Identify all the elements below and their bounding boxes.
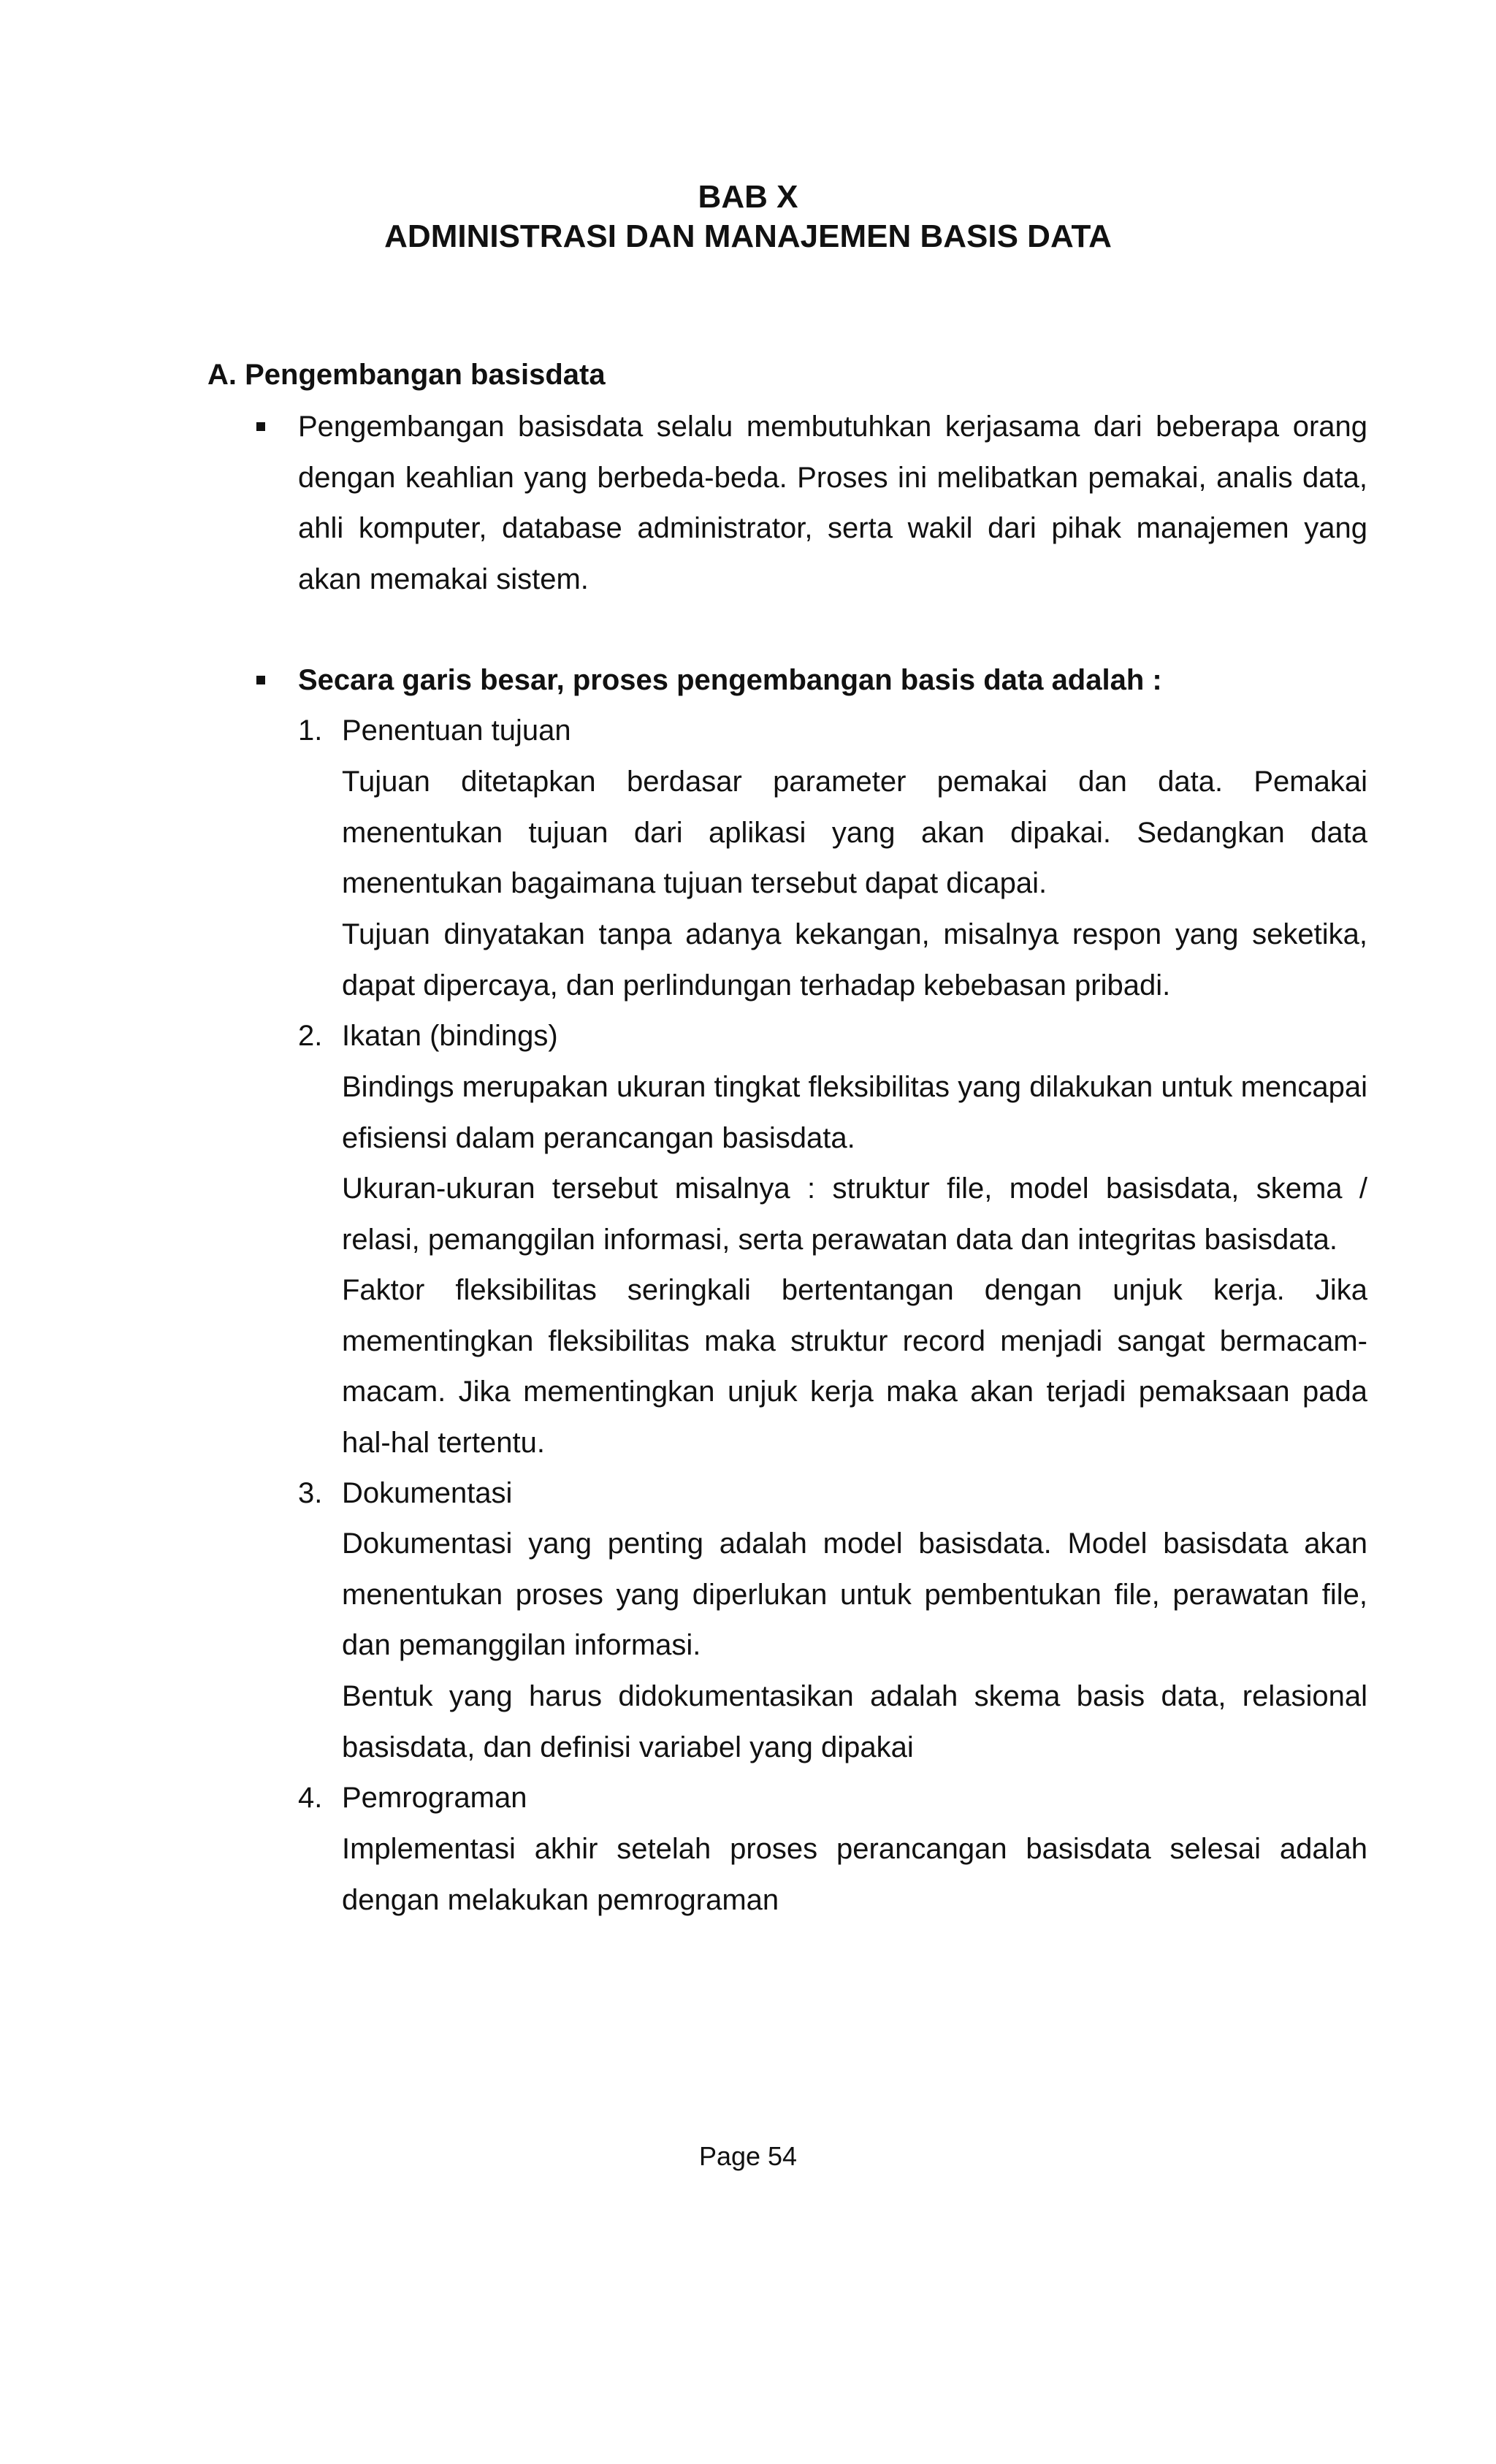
bullet-icon xyxy=(256,422,265,431)
list-item-paragraph: Faktor fleksibilitas seringkali bertentangan dengan unjuk kerja. Jika mementingkan fleksibilitas maka struktur record menjadi sangat bermacam-macam. Jika mementingkan unjuk kerja maka akan terjadi pemaksaan pada hal-hal tertentu. xyxy=(342,1274,1367,1459)
list-item-paragraph: Bindings merupakan ukuran tingkat fleksibilitas yang dilakukan untuk mencapai efisiensi dalam perancangan basisdata. xyxy=(342,1071,1367,1154)
list-item-title: Penentuan tujuan xyxy=(342,714,571,747)
list-item-paragraph: Tujuan dinyatakan tanpa adanya kekangan, misalnya respon yang seketika, dapat dipercaya, dan perlindungan terhadap kebebasan pribadi. xyxy=(342,918,1367,1002)
section-heading: A. Pengembangan basisdata xyxy=(207,359,606,391)
page-number: Page 54 xyxy=(698,2141,798,2171)
chapter-title: ADMINISTRASI DAN MANAJEMEN BASIS DATA xyxy=(384,218,1112,254)
list-item-paragraph: Bentuk yang harus didokumentasikan adalah skema basis data, relasional basisdata, dan definisi variabel yang dipakai xyxy=(342,1680,1367,1763)
chapter-number: BAB X xyxy=(698,179,798,215)
list-number: 2. xyxy=(298,1020,323,1052)
bullet-heading: Secara garis besar, proses pengembangan basis data adalah : xyxy=(298,664,1162,696)
list-number: 1. xyxy=(298,714,323,747)
list-item-paragraph: Implementasi akhir setelah proses perancangan basisdata selesai adalah dengan melakukan pemrograman xyxy=(342,1833,1367,1916)
list-number: 4. xyxy=(298,1782,323,1814)
list-item-title: Ikatan (bindings) xyxy=(342,1020,558,1052)
list-item-paragraph: Ukuran-ukuran tersebut misalnya : struktur file, model basisdata, skema / relasi, pemanggilan informasi, serta perawatan data dan integritas basisdata. xyxy=(342,1172,1367,1256)
list-item-title: Dokumentasi xyxy=(342,1477,513,1509)
bullet-paragraph: Pengembangan basisdata selalu membutuhkan kerjasama dari beberapa orang dengan keahlian yang berbeda-beda. Proses ini melibatkan pemakai, analis data, ahli komputer, database administrator, serta wakil dari pihak manajemen yang akan memakai sistem. xyxy=(298,411,1367,595)
list-item-paragraph: Dokumentasi yang penting adalah model basisdata. Model basisdata akan menentukan proses yang diperlukan untuk pembentukan file, perawatan file, dan pemanggilan informasi. xyxy=(342,1527,1367,1661)
list-number: 3. xyxy=(298,1477,323,1509)
bullet-icon xyxy=(256,676,265,684)
list-item-paragraph: Tujuan ditetapkan berdasar parameter pemakai dan data. Pemakai menentukan tujuan dari aplikasi yang akan dipakai. Sedangkan data menentukan bagaimana tujuan tersebut dapat dicapai. xyxy=(342,766,1367,899)
list-item-title: Pemrograman xyxy=(342,1782,527,1814)
